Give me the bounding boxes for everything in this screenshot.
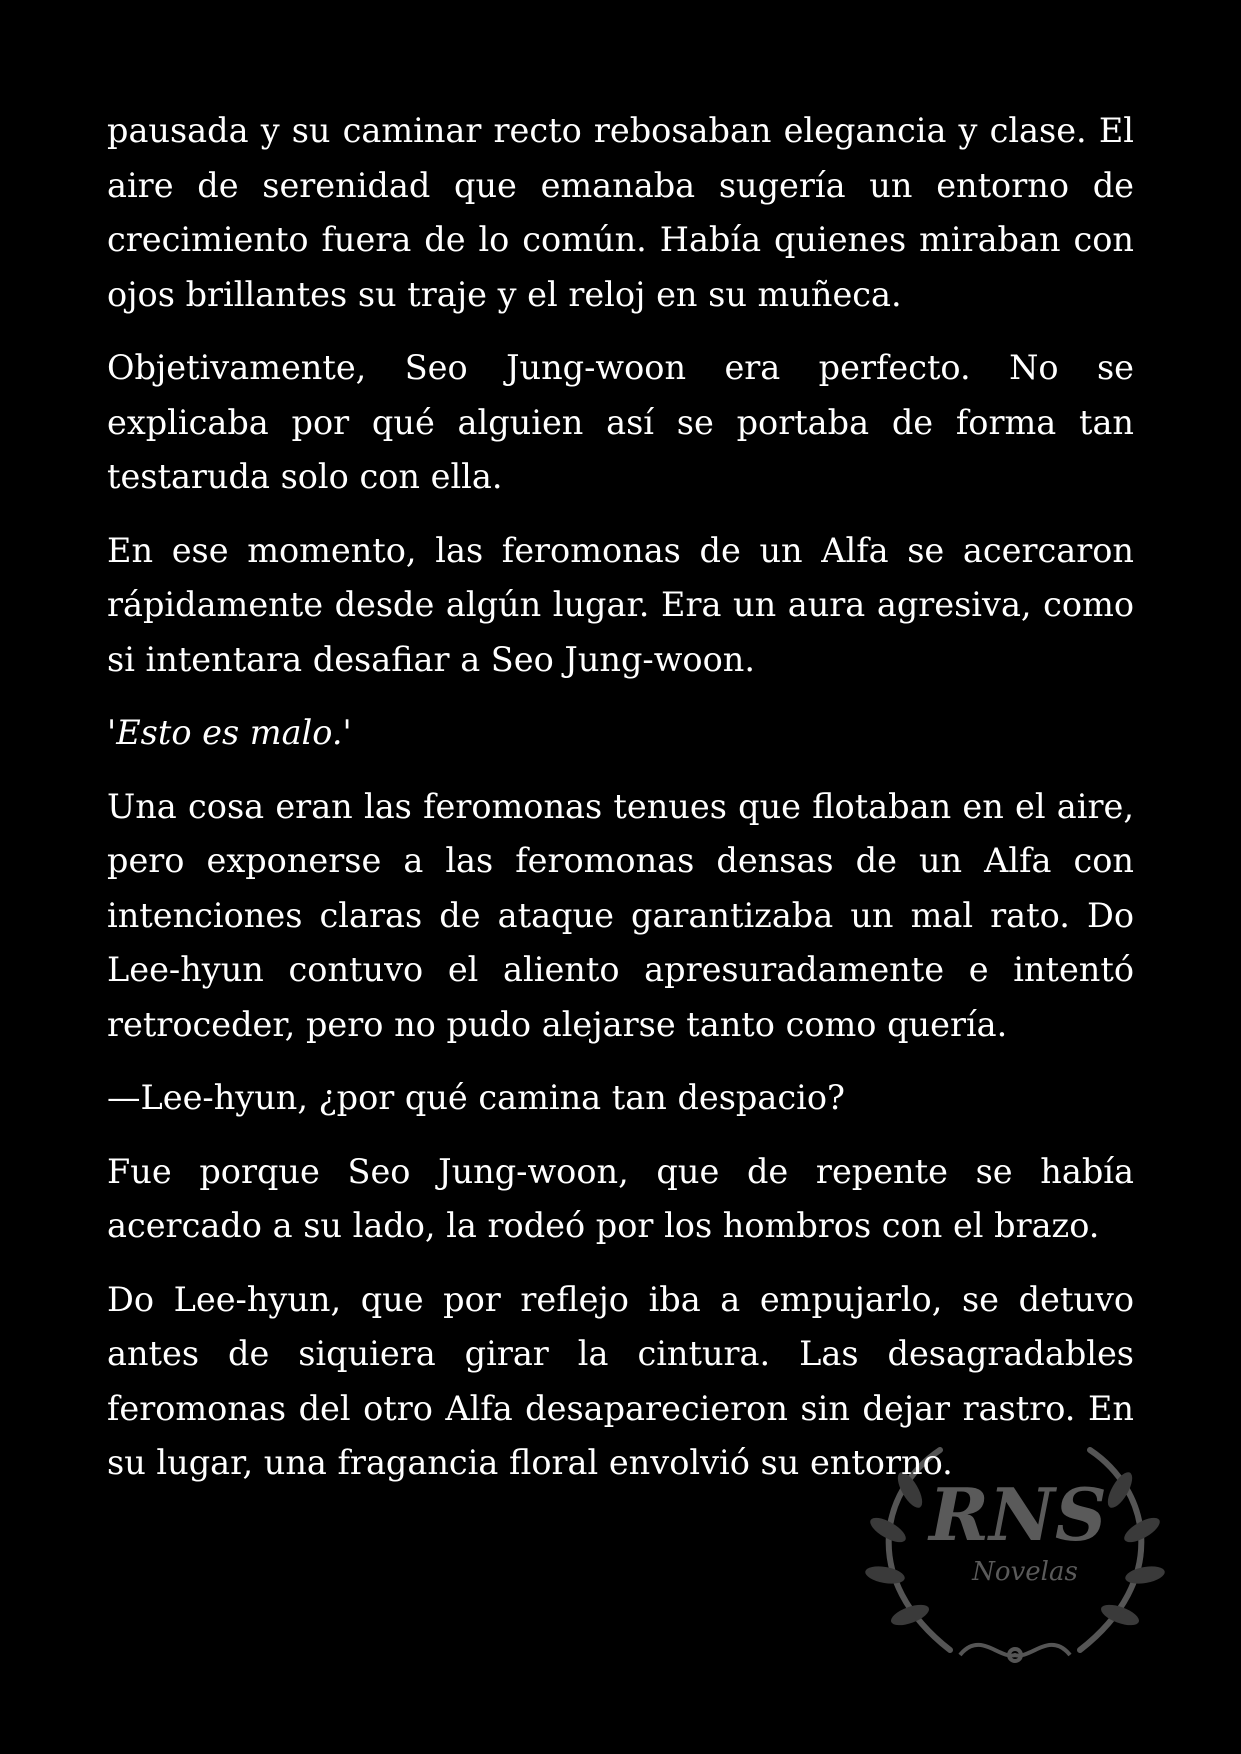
paragraph: En ese momento, las feromonas de un Alfa se acercaron rápidamente desde algún lugar. Era un aura agresiva, como si intentara desafiar a Seo Jung-woon.	[107, 530, 1134, 679]
watermark-title: RNS	[929, 1472, 1107, 1557]
paragraph: Una cosa eran las feromonas tenues que flotaban en el aire, pero exponerse a las feromonas densas de un Alfa con intenciones claras de ataque garantizaba un mal rato. Do Lee-hyun contuvo el aliento apresuradamente e intentó retroceder, pero no pudo alejarse tanto como quería.	[107, 786, 1134, 1044]
document-body	[107, 104, 1134, 1510]
paragraph: pausada y su caminar recto rebosaban elegancia y clase. El aire de serenidad que emanaba sugería un entorno de crecimiento fuera de lo común. Había quienes miraban con ojos brillantes su traje y el reloj en su muñeca.	[107, 111, 1134, 314]
dialogue-line: —Lee-hyun, ¿por qué camina tan despacio?	[107, 1078, 845, 1117]
paragraph: Fue porque Seo Jung-woon, que de repente se había acercado a su lado, la rodeó por los hombros con el brazo.	[107, 1151, 1134, 1245]
watermark-subtitle: Novelas	[972, 1557, 1078, 1587]
paragraph: Do Lee-hyun, que por reflejo iba a empujarlo, se detuvo antes de siquiera girar la cintura. Las desagradables feromonas del otro Alfa desaparecieron sin dejar rastro. En su lugar, una fragancia floral envolvió su entorno.	[107, 1279, 1134, 1482]
paragraph: Objetivamente, Seo Jung-woon era perfecto. No se explicaba por qué alguien así se portaba de forma tan testaruda solo con ella.	[107, 348, 1134, 496]
italic-thought: 'Esto es malo.'	[107, 713, 352, 752]
